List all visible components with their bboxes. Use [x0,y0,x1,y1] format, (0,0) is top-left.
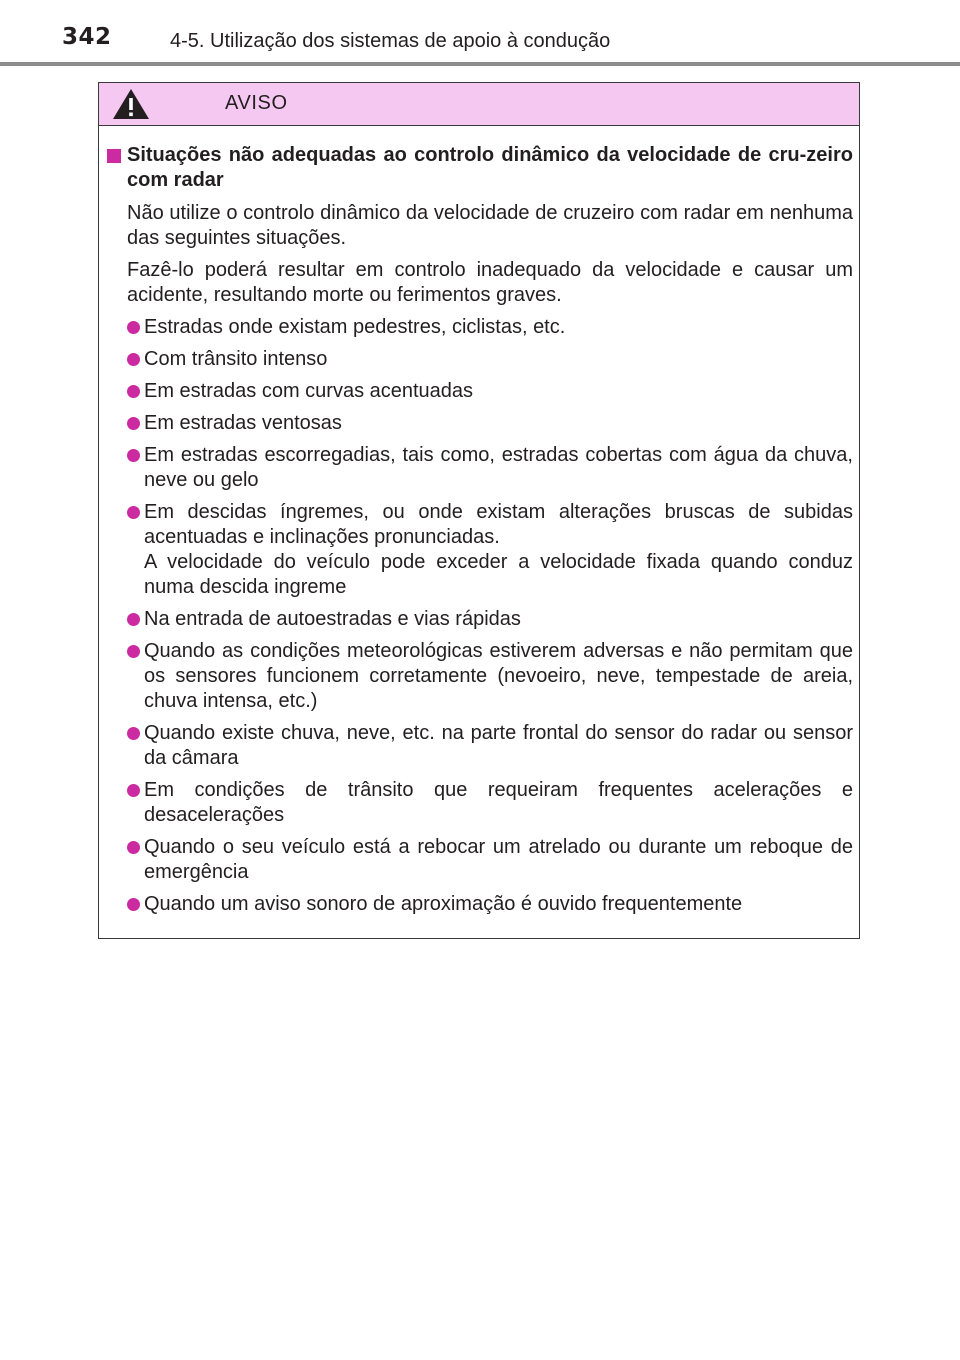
list-item [107,639,853,714]
warning-paragraph: Não utilize o controlo dinâmico da velocidade de cruzeiro com radar em nenhuma das seguintes situações. [127,202,853,249]
list-item [107,347,853,372]
list-item-text: Em descidas íngremes, ou onde existam alterações bruscas de subidas acentuadas e inclinações pronunciadas. [144,501,853,548]
list-item-text: Quando um aviso sonoro de aproximação é ouvido frequentemente [144,893,743,915]
warning-header [99,83,859,126]
list-item [107,379,853,404]
header-rule [0,62,960,66]
list-item-text: Com trânsito intenso [144,348,328,370]
bullet-dot-icon [127,784,140,797]
list-item-text: Em estradas com curvas acentuadas [144,380,474,402]
list-item [107,607,853,632]
list-item [107,778,853,828]
list-item-text: Quando o seu veículo está a rebocar um atrelado ou durante um reboque de emergência [144,836,853,883]
list-item [107,443,853,493]
list-item [107,315,853,340]
list-item-text: Em estradas escorregadias, tais como, estradas cobertas com água da chuva, neve ou gelo [144,444,853,491]
warning-paragraph: Fazê-lo poderá resultar em controlo inadequado da velocidade e causar um acidente, resultando morte ou ferimentos graves. [127,259,853,306]
bullet-dot-icon [127,321,140,334]
list-item-text: Em condições de trânsito que requeiram frequentes acelerações e desacelerações [144,779,853,826]
bullet-dot-icon [127,727,140,740]
list-item-text: Em estradas ventosas [144,412,342,434]
square-bullet-icon [107,149,121,163]
warning-label: AVISO [225,92,288,114]
bullet-dot-icon [127,841,140,854]
list-item [107,721,853,771]
list-item [107,411,853,436]
page-header [0,0,960,70]
list-item-extra-text: A velocidade do veículo pode exceder a velocidade fixada quando conduz numa descida ingreme [144,551,853,598]
page-number: 342 [62,24,112,50]
warning-heading [107,143,853,193]
list-item [107,892,853,917]
list-item [107,835,853,885]
list-item-text: Quando existe chuva, neve, etc. na parte frontal do sensor do radar ou sensor da câmara [144,722,853,769]
bullet-dot-icon [127,613,140,626]
warning-body [107,143,853,917]
list-item [107,500,853,600]
list-item-text: Estradas onde existam pedestres, ciclistas, etc. [144,316,566,338]
list-item-text: Na entrada de autoestradas e vias rápidas [144,608,521,630]
bullet-dot-icon [127,898,140,911]
section-title: 4-5. Utilização dos sistemas de apoio à condução [170,30,611,52]
warning-box [98,82,860,939]
bullet-dot-icon [127,417,140,430]
list-item-text: Quando as condições meteorológicas estiverem adversas e não permitam que os sensores funcionem corretamente (nevoeiro, neve, tempestade de areia, chuva intensa, etc.) [144,640,853,712]
bullet-dot-icon [127,506,140,519]
warning-heading-text: Situações não adequadas ao controlo dinâmico da velocidade de cru-zeiro com radar [127,144,853,191]
bullet-dot-icon [127,645,140,658]
bullet-dot-icon [127,449,140,462]
bullet-dot-icon [127,353,140,366]
bullet-dot-icon [127,385,140,398]
situation-list [107,315,853,917]
warning-triangle-icon [111,87,151,121]
